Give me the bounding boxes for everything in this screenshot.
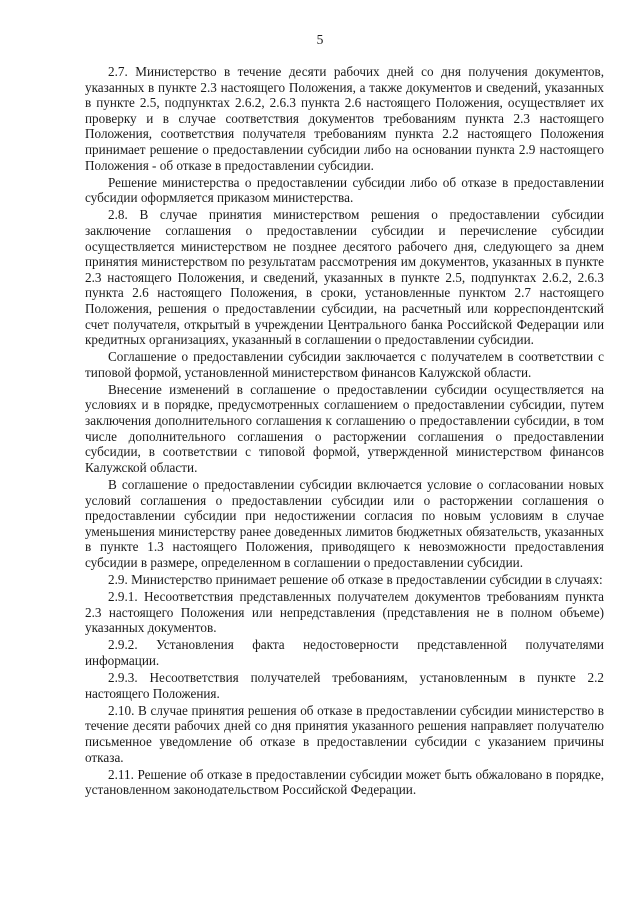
document-body (85, 64, 604, 799)
paragraph-2-10: 2.10. В случае принятия решения об отказе в предоставлении субсидии министерство в течение десяти рабочих дней со дня принятия указанного решения направляет получателю письменное уведомление об отказе в предоставлении субсидии с указанием причины отказа. (85, 702, 604, 765)
paragraph-2-9-3: 2.9.3. Несоответствия получателей требованиям, установленным в пункте 2.2 настоящего Положения. (85, 670, 604, 701)
paragraph-decision-order: Решение министерства о предоставлении субсидии либо об отказе в предоставлении субсидии оформляется приказом министерства. (85, 174, 604, 206)
paragraph-agreement-form: Соглашение о предоставлении субсидии заключается с получателем в соответствии с типовой формой, установленной министерством финансов Калужской области. (85, 349, 604, 380)
paragraph-2-9-1: 2.9.1. Несоответствия представленных получателем документов требованиям пункта 2.3 настоящего Положения или непредставления (представления не в полном объеме) указанных документов. (85, 589, 604, 636)
paragraph-2-9-2: 2.9.2. Установления факта недостоверности представленной получателями информации. (85, 637, 604, 668)
paragraph-2-8: 2.8. В случае принятия министерством решения о предоставлении субсидии заключение соглашения о предоставлении субсидии и перечисление субсидии осуществляется министерством не позднее десятого рабочего дня, следующего за днем принятия министерством по результатам рассмотрения им документов, указанных в пункте 2.3 настоящего Положения, и сведений, указанных в пункте 2.5, подпунктах 2.6.2, 2.6.3 пункта 2.6 настоящего Положения, в сроки, установленные пунктом 2.7 настоящего Положения, решения о предоставлении субсидии, на расчетный или корреспондентский счет получателя, открытый в учреждении Центрального банка Российской Федерации или кредитных организациях, указанный в соглашении о предоставлении субсидии. (85, 207, 604, 348)
paragraph-2-7: 2.7. Министерство в течение десяти рабочих дней со дня получения документов, указанных в пункте 2.3 настоящего Положения, а также документов и сведений, указанных в пункте 2.5, подпунктах 2.6.2, 2.6.3 пункта 2.6 настоящего Положения, осуществляет их проверку и в случае соответствия документов требованиям пункта 2.3 настоящего Положения, соответствия получателя требованиям пункта 2.2 настоящего Положения принимает решение о предоставлении субсидии либо на основании пункта 2.9 настоящего Положения - об отказе в предоставлении субсидии. (85, 64, 604, 173)
paragraph-2-9: 2.9. Министерство принимает решение об отказе в предоставлении субсидии в случаях: (108, 572, 603, 587)
page-number: 5 (316, 32, 324, 47)
paragraph-agreement-conditions: В соглашение о предоставлении субсидии включается условие о согласовании новых условий соглашения о предоставлении субсидии или о расторжении соглашения о предоставлении субсидии при недостижении согласия по новым условиям в случае уменьшения министерству ранее доведенных лимитов бюджетных обязательств, указанных в пункте 1.3 настоящего Положения, приводящего к невозможности предоставления субсидии в размере, определенном в соглашении о предоставлении субсидии. (85, 476, 604, 570)
paragraph-agreement-changes: Внесение изменений в соглашение о предоставлении субсидии осуществляется на условиях и в порядке, предусмотренных соглашением о предоставлении субсидии, путем заключения дополнительного соглашения к соглашению о предоставлении субсидии, в том числе дополнительного соглашения о расторжении соглашения о предоставлении субсидии, в соответствии с типовой формой, утвержденной министерством финансов Калужской области. (85, 381, 604, 475)
paragraph-2-11: 2.11. Решение об отказе в предоставлении субсидии может быть обжаловано в порядке, установленном законодательством Российской Федерации. (85, 766, 604, 798)
